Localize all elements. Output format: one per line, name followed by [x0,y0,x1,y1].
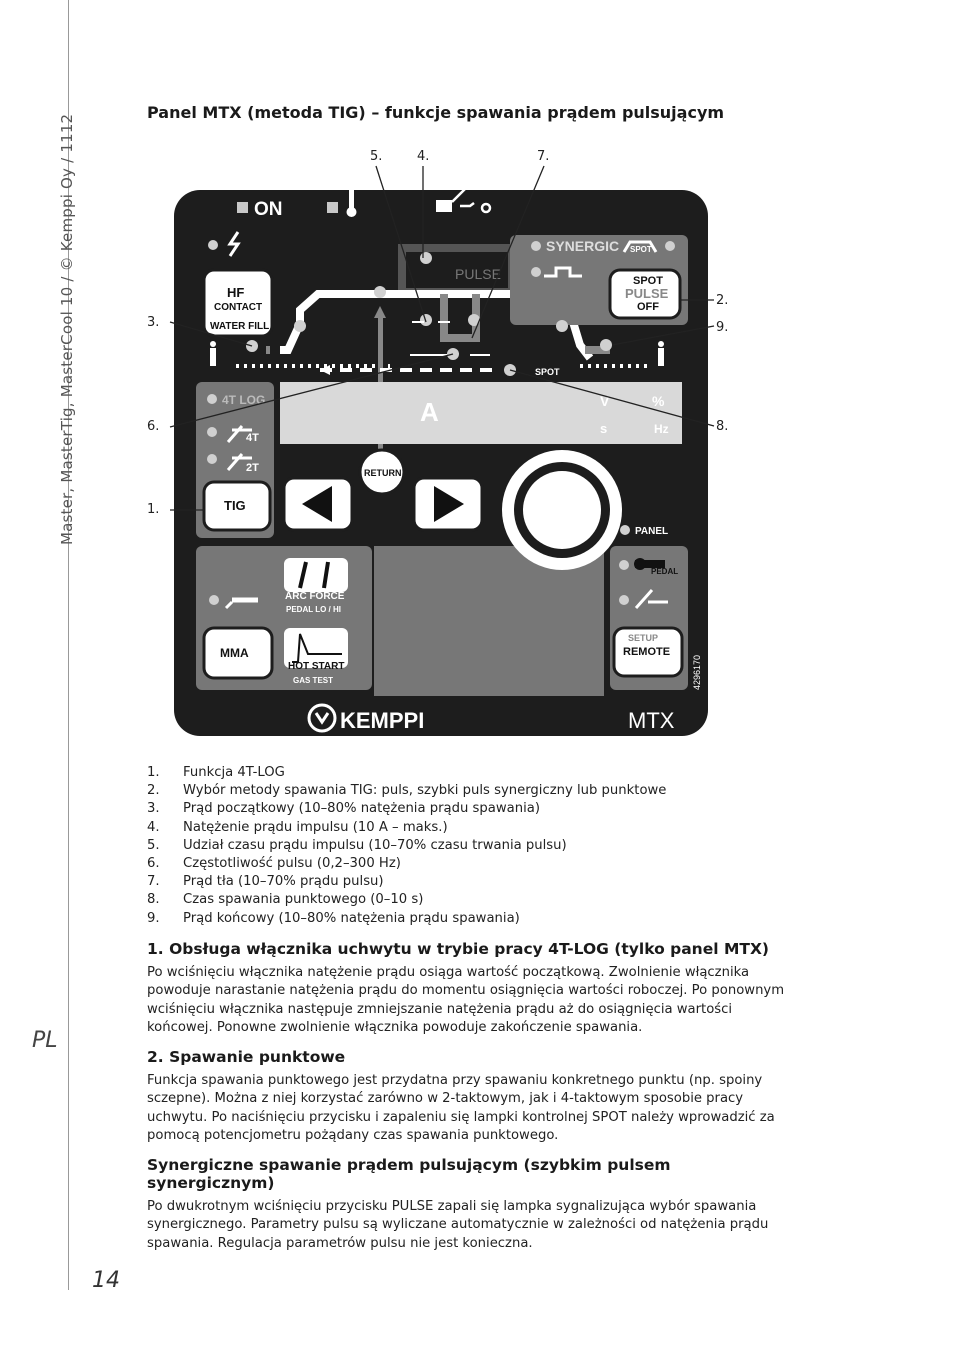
unit-v: V [600,393,610,409]
svg-text:MMA: MMA [220,646,249,660]
svg-text:PEDAL LO / HI: PEDAL LO / HI [286,605,341,614]
svg-text:TIG: TIG [224,498,246,513]
language-tag: PL [32,1028,58,1053]
list-item: 1. Funkcja 4T-LOG [147,765,285,780]
svg-text:WATER FILL: WATER FILL [210,321,270,332]
callout-7: 7. [537,149,550,164]
svg-text:GAS TEST: GAS TEST [293,676,334,685]
pulse-graph-label: PULSE [455,266,501,282]
unit-s: s [600,421,608,436]
brand-name: KEMPPI [340,708,425,733]
section-synergic [147,1156,787,1253]
svg-text:PEDAL: PEDAL [651,567,679,576]
svg-text:SETUP: SETUP [628,633,659,643]
svg-text:HOT START: HOT START [288,661,345,672]
unit-hz: Hz [654,422,669,436]
synergic-label: SYNERGIC [546,238,620,254]
arc-force-icon [284,558,348,592]
list-item: 3. Prąd początkowy (10–80% natężenia prądu spawania) [147,801,540,817]
page-number: 14 [92,1268,120,1293]
mtx-panel-diagram [140,140,740,740]
page-title: Panel MTX (metoda TIG) – funkcje spawania prądem pulsującym [147,103,725,122]
part-code: 4296170 [692,654,702,690]
list-item: 9. Prąd końcowy (10–80% natężenia prądu spawania) [147,910,520,926]
running-head: Master, MasterTig, MasterCool 10 / © Kemppi Oy / 1112 [58,113,76,545]
list-item: 2. Wybór metody spawania TIG: puls, szybki puls synergiczny lub punktowe [147,783,667,799]
section-heading: Synergiczne spawanie prądem pulsującym (szybkim pulsem synergicznym) [147,1156,671,1192]
svg-text:SPOT: SPOT [630,245,652,254]
callout-2: 2. [716,293,729,308]
callout-9: 9. [716,320,729,335]
callout-6: 6. [147,419,160,434]
section-body: Po wciśnięciu włącznika natężenie prądu osiąga wartość początkową. Zwolnienie włącznika powoduje narastanie natężenia prądu do momentu osiągnięcia wartości roboczej. Po ponownym wciśnięciu włącznika następuje zmniejszanie natężenia prądu aż do osiągnięcia wartości końcowej. Ponowne zwolnienie włącznika powoduje zakończenie spawania. [147,965,785,1035]
svg-text:PULSE: PULSE [625,286,669,301]
section-body: Po dwukrotnym wciśnięciu przycisku PULSE zapali się lampka sygnalizująca wybór spawania synergicznego. Parametry pulsu są wyliczane automatycznie w zależności od natężenia prądu spawania. Regulacja parametrów pulsu nie jest konieczna. [147,1199,769,1251]
svg-text:SPOT: SPOT [633,275,663,287]
callout-5: 5. [370,149,383,164]
callout-4: 4. [417,149,430,164]
list-item: 7. Prąd tła (10–70% prądu pulsu) [147,874,384,890]
on-indicator-label: ON [254,199,283,220]
section-4t-log [147,940,787,1037]
section-heading: 2. Spawanie punktowe [147,1048,346,1066]
spot-time-label: SPOT [535,367,560,377]
svg-text:4T LOG: 4T LOG [222,393,266,407]
svg-text:HF: HF [227,285,245,300]
panel-select-label: PANEL [635,526,669,537]
svg-text:ARC FORCE: ARC FORCE [285,591,345,602]
svg-text:4T: 4T [246,432,259,444]
section-heading: 1. Obsługa włącznika uchwytu w trybie pracy 4T-LOG (tylko panel MTX) [147,940,769,958]
svg-text:REMOTE: REMOTE [623,646,671,658]
display-area [280,382,682,444]
svg-text:OFF: OFF [637,301,659,313]
list-item: 8. Czas spawania punktowego (0–10 s) [147,892,424,908]
unit-a: A [420,397,439,427]
section-spot [147,1048,787,1145]
callout-3: 3. [147,315,160,330]
callout-1: 1. [147,502,160,517]
legend-list [147,764,666,928]
list-item: 6. Częstotliwość pulsu (0,2–300 Hz) [147,856,401,872]
svg-text:CONTACT: CONTACT [214,302,263,313]
callout-8: 8. [716,419,729,434]
list-item: 4. Natężenie prądu impulsu (10 A – maks.) [147,819,448,835]
model-name: MTX [628,708,675,733]
section-body: Funkcja spawania punktowego jest przydatna przy spawaniu konkretnego punktu (np. spoiny sczepne). Można z niej korzystać zarówno w 2-taktowym, jak i 4-taktowym sposobie pracy uchwytu. Po naciśnięciu przycisku i zapaleniu się lampki kontrolnej SPOT należy wprowadzić za pomocą potencjometru pożądany czas spawania punktowego. [147,1073,775,1143]
unit-pct: % [652,393,665,409]
svg-text:2T: 2T [246,462,259,474]
svg-text:RETURN: RETURN [364,468,402,478]
list-item: 5. Udział czasu prądu impulsu (10–70% czasu trwania pulsu) [147,837,567,853]
